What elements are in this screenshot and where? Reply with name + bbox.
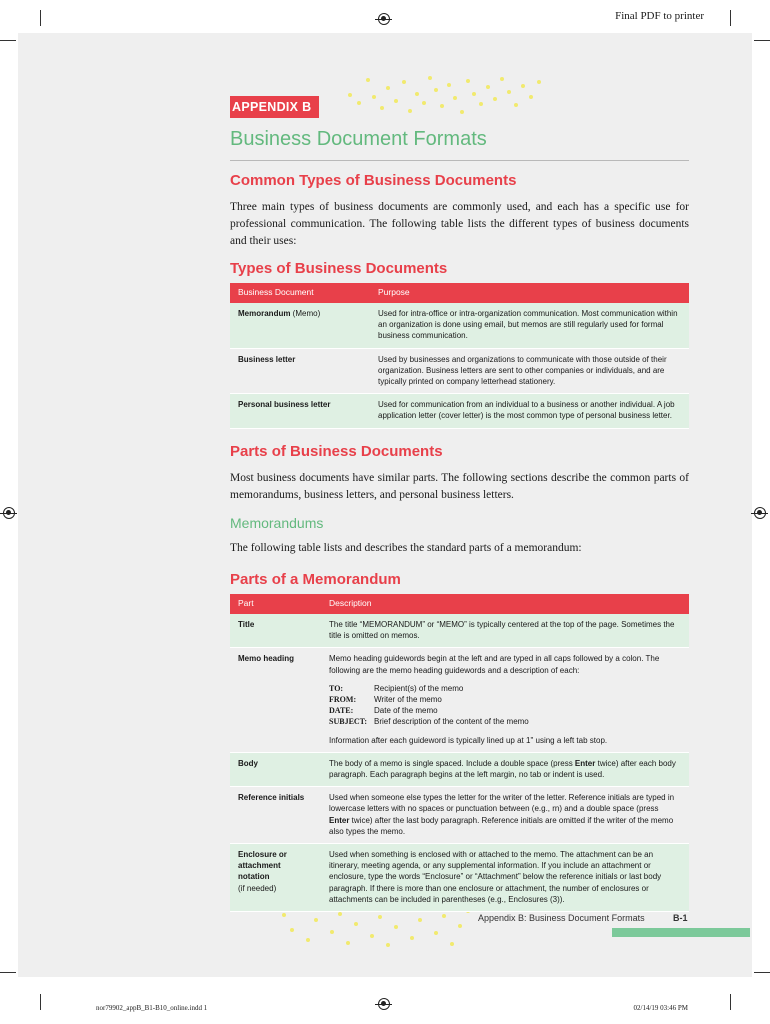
table-cell: Reference initials: [230, 787, 321, 844]
table-cell: Memo heading: [230, 648, 321, 752]
registration-mark-icon: [378, 998, 390, 1010]
table-row: [230, 348, 689, 394]
guideword-meaning: Brief description of the content of the memo: [374, 717, 529, 727]
parts-paragraph: Most business documents have similar parts. The following sections describe the common parts of memorandums, business letters, and personal business letters.: [230, 472, 689, 501]
slug-filename: nor79902_appB_B1-B10_online.indd 1: [96, 1004, 208, 1012]
table-cell: Used when something is enclosed with or attached to the memo. The attachment can be an itinerary, meeting agenda, or any supplemental information. If you include an attachment or enclosure, type the words “Enclosure” or “Attachment” below the reference initials or last body paragraph. If there is more than one enclosure or attachment, the number of enclosures or attachments can be included in parentheses (e.g., Enclosures (3)).: [321, 844, 689, 912]
guideword: SUBJECT:: [329, 717, 368, 727]
table-header-row: [230, 594, 689, 614]
table-cell: Body: [230, 752, 321, 786]
section-heading-parts: Parts of Business Documents: [230, 443, 443, 460]
table-row: [230, 648, 689, 752]
table-cell: [321, 752, 689, 786]
table-header-row: [230, 283, 689, 303]
ref-desc-end: twice) after the last body paragraph. Reference initials are omitted if the writer of the memo also types the memo.: [329, 815, 674, 836]
enter-key-label: Enter: [574, 758, 596, 768]
table-row: [230, 303, 689, 348]
guideword-meaning: Writer of the memo: [374, 695, 442, 705]
table-row: [230, 614, 689, 648]
guideword: TO:: [329, 683, 344, 693]
footer-running-title: Appendix B: Business Document Formats: [478, 913, 645, 923]
guideword: DATE:: [329, 706, 354, 716]
slug-timestamp: 02/14/19 03:46 PM: [633, 1004, 688, 1012]
appendix-label: APPENDIX B: [230, 96, 319, 118]
table-cell: [230, 844, 321, 912]
column-header: Business Document: [230, 283, 370, 303]
table-cell: Title: [230, 614, 321, 648]
table-heading-memo-parts: Parts of a Memorandum: [230, 571, 401, 588]
footer-accent-bar: [612, 928, 750, 937]
crop-mark: [730, 10, 731, 26]
guideword-row: [329, 716, 681, 727]
title-divider: [230, 160, 689, 161]
memo-parts-table: [230, 594, 689, 912]
table-heading-types: Types of Business Documents: [230, 260, 448, 277]
crop-mark: [0, 972, 16, 973]
column-header: Description: [321, 594, 689, 614]
guideword-row: [329, 705, 681, 716]
table-cell: [230, 303, 370, 348]
crop-mark: [754, 972, 770, 973]
document-name: Memorandum: [238, 309, 291, 318]
intro-paragraph: Three main types of business documents are commonly used, and each has a specific use for professional communication. The following table lists the different types of business documents and their uses:: [230, 201, 689, 247]
registration-mark-icon: [754, 507, 766, 519]
final-pdf-label: Final PDF to printer: [615, 10, 704, 22]
page-number: B-1: [673, 913, 688, 923]
table-row: [230, 752, 689, 786]
subheading-memorandums: Memorandums: [230, 515, 324, 531]
table-cell: Business letter: [230, 348, 370, 394]
ref-desc-start: Used when someone else types the letter for the writer of the letter. Reference initials are typed in lowercase letters with no spaces or punctuation between (e.g., rn) and a double space (press: [329, 793, 675, 814]
guideword-row: [329, 683, 681, 694]
crop-mark: [40, 10, 41, 26]
table-cell: Used by businesses and organizations to communicate with those outside of their organization. Business letters are sent to other companies or individuals, and are typically printed on company letterhead stationery.: [370, 348, 689, 394]
guideword-row: [329, 694, 681, 705]
guideword-list: [329, 683, 681, 728]
enclosure-part-note: (if needed): [238, 883, 277, 893]
body-desc-start: The body of a memo is single spaced. Include a double space (press: [329, 758, 575, 768]
section-heading-common-types: Common Types of Business Documents: [230, 172, 517, 189]
crop-mark: [730, 994, 731, 1010]
enter-key-label: Enter: [329, 815, 350, 825]
column-header: Part: [230, 594, 321, 614]
body-desc-end: twice) after each body paragraph. Each paragraph begins at the left margin, no tab or indent is used.: [329, 758, 676, 780]
table-cell: Used for intra-office or intra-organization communication. Most communication within an organization is done using email, but memos are still regularly used for formal business communication.: [370, 303, 689, 348]
registration-mark-icon: [3, 507, 15, 519]
guideword: FROM:: [329, 695, 357, 705]
page-title: Business Document Formats: [230, 128, 487, 150]
types-table: [230, 283, 689, 429]
crop-mark: [0, 40, 16, 41]
memo-heading-description: Memo heading guidewords begin at the left and are typed in all caps followed by a colon. The following are the memo heading guidewords and a description of each:: [329, 654, 660, 675]
guideword-meaning: Date of the memo: [374, 706, 438, 716]
table-cell: [321, 787, 689, 844]
table-row: [230, 394, 689, 428]
table-cell: Personal business letter: [230, 394, 370, 428]
table-cell: [321, 648, 689, 752]
table-cell: Used for communication from an individual to a business or another individual. A job application letter (cover letter) is the most common type of personal business letter.: [370, 394, 689, 428]
registration-mark-icon: [378, 13, 390, 25]
enclosure-part: Enclosure or attachment notation: [238, 850, 287, 882]
table-cell: The title “MEMORANDUM” or “MEMO” is typically centered at the top of the page. Sometimes the title is omitted on memos.: [321, 614, 689, 648]
document-name-extra: (Memo): [290, 309, 321, 318]
guideword-meaning: Recipient(s) of the memo: [374, 683, 464, 693]
crop-mark: [754, 40, 770, 41]
table-row: [230, 844, 689, 912]
table-row: [230, 787, 689, 844]
crop-mark: [40, 994, 41, 1010]
tab-stop-note: Information after each guideword is typically lined up at 1" using a left tab stop.: [329, 735, 608, 745]
memos-paragraph: The following table lists and describes the standard parts of a memorandum:: [230, 542, 582, 554]
column-header: Purpose: [370, 283, 689, 303]
